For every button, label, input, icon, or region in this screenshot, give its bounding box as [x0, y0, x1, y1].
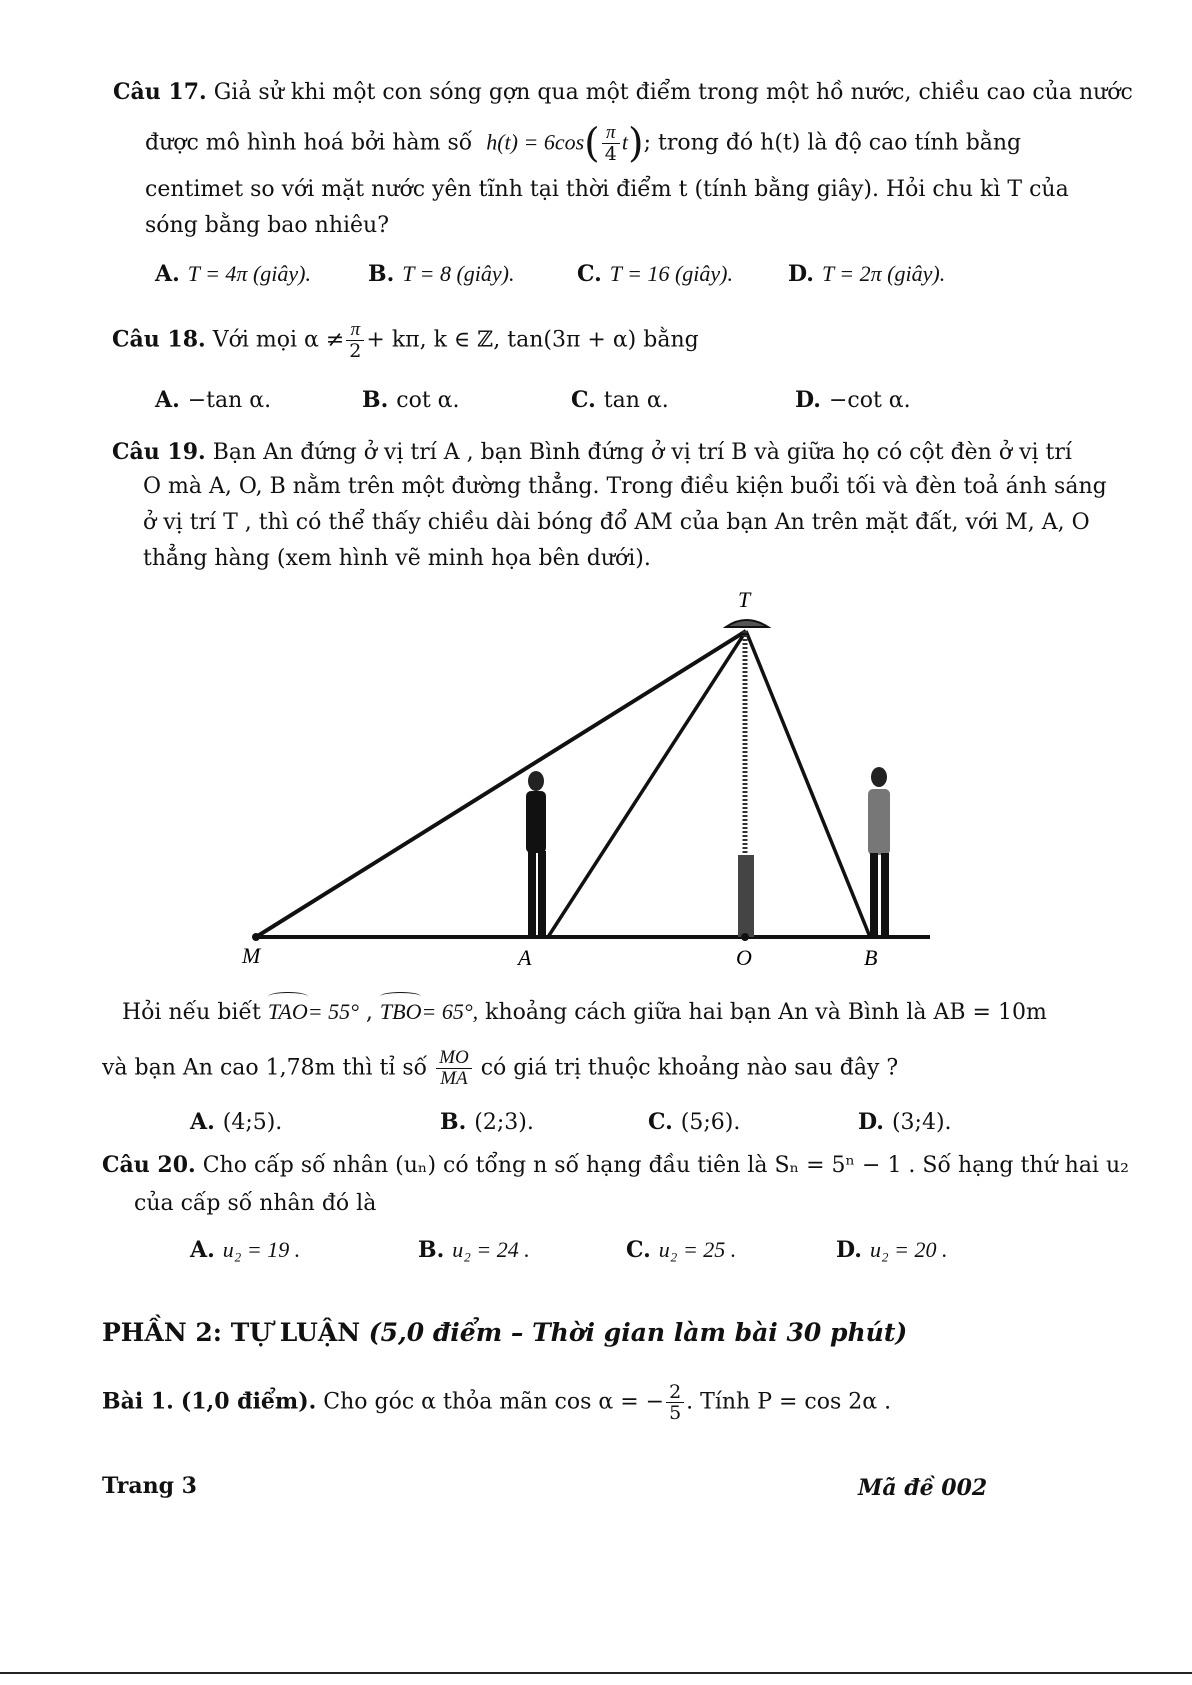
bai1-points: (1,0 điểm). [180, 1388, 317, 1415]
q19-option-d: D. (3;4). [858, 1109, 952, 1135]
paren-open: ( [584, 120, 600, 167]
label-A: A [518, 945, 532, 970]
q20-option-a: A. u₂ = 19 . [190, 1237, 301, 1263]
part2-heading: PHẦN 2: TỰ LUẬN (5,0 điểm – Thời gian làm bài 30 phút) [102, 1318, 908, 1347]
footer-page-number: Trang 3 [102, 1473, 197, 1499]
q19-line1: Câu 19. Bạn An đứng ở vị trí A , bạn Bình đứng ở vị trí B và giữa họ có cột đèn ở vị trí [112, 439, 1072, 465]
bai1-label: Bài 1. [102, 1388, 174, 1415]
q17-line2 [145, 120, 1022, 167]
q17-label: Câu 17. [113, 79, 207, 105]
q18-label: Câu 18. [112, 326, 206, 353]
q19-option-b: B. (2;3). [440, 1109, 534, 1135]
q18-option-b: B. cot α. [362, 387, 460, 413]
label-T: T [738, 587, 751, 612]
q18-line [112, 320, 699, 361]
q19-ask-line: Hỏi nếu biết TAO= 55° , TBO= 65°, khoảng cách giữa hai bạn An và Bình là AB = 10m [122, 999, 1047, 1025]
person-an [526, 771, 546, 937]
angle-TAO: TAO [267, 999, 308, 1024]
person-binh [868, 767, 890, 937]
footer-exam-code: Mã đề 002 [858, 1475, 988, 1501]
label-M: M [242, 943, 261, 968]
q17-line1 [113, 78, 1133, 107]
q17-var: t [621, 129, 628, 155]
q19-option-a: A. (4;5). [190, 1109, 283, 1135]
q19-figure [230, 585, 950, 980]
q17-option-a: A. T = 4π (giây). [155, 261, 311, 287]
q17-option-b: B. T = 8 (giây). [368, 261, 515, 287]
paren-close: ) [627, 120, 644, 167]
label-O: O [736, 945, 752, 970]
q17-func: h(t) = 6cos [486, 129, 585, 155]
q18-option-d: D. −cot α. [795, 387, 911, 413]
q17-text-1: Giả sử khi một con sóng gợn qua một điểm trong một hồ nước, chiều cao của nước [213, 80, 1133, 105]
q18-frac: $\frac{\pi}{2}$ [346, 320, 364, 361]
bai1-frac: $\frac{2}{5}$ [666, 1382, 684, 1423]
point-O [741, 933, 749, 941]
q20-label: Câu 20. [102, 1152, 196, 1178]
lamp-base [738, 855, 754, 937]
q19-ratio: $\frac{MO}{MA}$ [436, 1048, 472, 1089]
angle-TBO: TBO [379, 999, 422, 1024]
q20-option-b: B. u₂ = 24 . [418, 1237, 530, 1263]
q17-text-2b: ; trong đó h(t) là độ cao tính bằng [643, 130, 1022, 156]
q17-line3: centimet so với mặt nước yên tĩnh tại thời điểm t (tính bằng giây). Hỏi chu kì T của [145, 177, 1069, 202]
q19-line4: thẳng hàng (xem hình vẽ minh họa bên dưới). [143, 546, 651, 571]
q18-post: + kπ, k ∈ ℤ, tan(3π + α) bằng [366, 327, 699, 353]
q19-line3: ở vị trí T , thì có thể thấy chiều dài bóng đổ AM của bạn An trên mặt đất, với M, A, O [143, 510, 1090, 535]
q19-line2: O mà A, O, B nằm trên một đường thẳng. Trong điều kiện buổi tối và đèn toả ánh sáng [143, 474, 1107, 499]
q20-option-c: C. u₂ = 25 . [626, 1237, 737, 1263]
q19-ratio-line: và bạn An cao 1,78m thì tỉ số $\frac{MO}{MA}$ có giá trị thuộc khoảng nào sau đây ? [102, 1047, 899, 1089]
q17-frac: $\frac{\pi}{4}$ [602, 123, 620, 164]
q17-line4: sóng bằng bao nhiêu? [145, 213, 390, 238]
bottom-border [0, 1672, 1192, 1674]
lamp-head [726, 620, 768, 627]
q20-line1: Câu 20. Cho cấp số nhân (uₙ) có tổng n số hạng đầu tiên là Sₙ = 5ⁿ − 1 . Số hạng thứ hai u₂ [102, 1152, 1129, 1178]
label-B: B [864, 945, 878, 970]
q17-option-c: C. T = 16 (giây). [577, 261, 734, 287]
q19-label: Câu 19. [112, 439, 206, 465]
q19-option-c: C. (5;6). [648, 1109, 741, 1135]
q17-text-2a: được mô hình hoá bởi hàm số [145, 130, 473, 156]
point-M [252, 933, 260, 941]
q18-pre: Với mọi α ≠ [212, 327, 345, 353]
q20-option-d: D. u₂ = 20 . [836, 1237, 948, 1263]
line-TB [746, 631, 870, 937]
q18-option-c: C. tan α. [571, 387, 669, 413]
line-TM [256, 631, 746, 937]
q17-option-d: D. T = 2π (giây). [788, 261, 946, 287]
q18-option-a: A. −tan α. [155, 387, 272, 413]
line-TA [548, 631, 746, 937]
q20-line2: của cấp số nhân đó là [134, 1191, 377, 1216]
bai1-line: Bài 1. (1,0 điểm). Cho góc α thỏa mãn cos α = − $\frac{2}{5}$ . Tính P = cos 2α . [102, 1381, 892, 1424]
